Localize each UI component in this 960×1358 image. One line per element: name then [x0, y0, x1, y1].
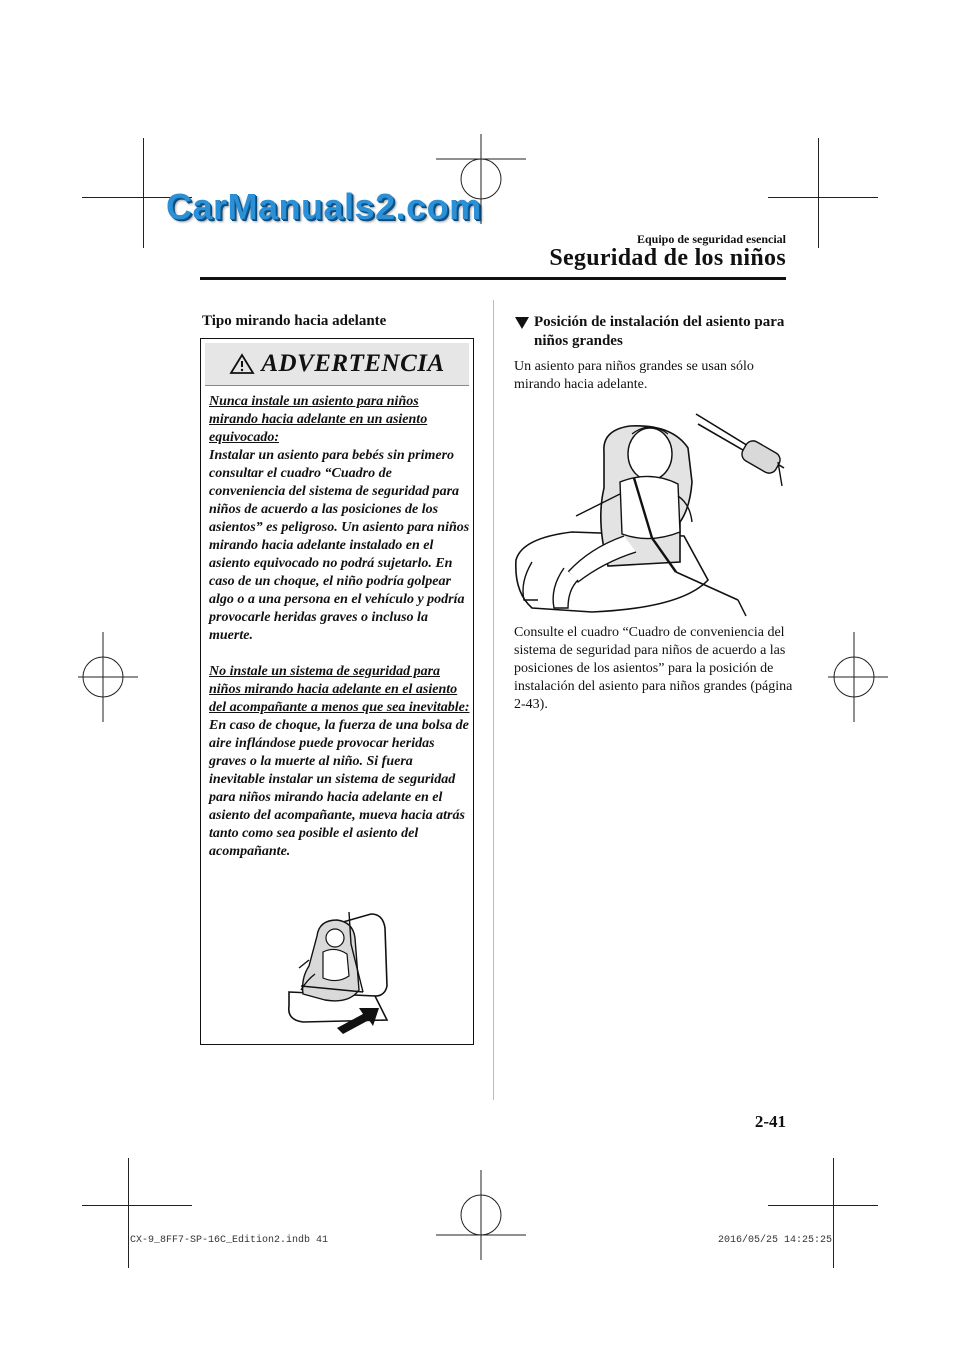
warning-heading-1: Nunca instale un asiento para niños mirando hacia adelante en un asiento equivocado:: [209, 394, 428, 445]
page-number: 2-41: [754, 1112, 786, 1131]
child-seat-rear-illustration: [279, 904, 403, 1036]
warning-paragraph-1: [209, 393, 471, 645]
warning-header: [205, 343, 469, 386]
warning-triangle-icon: [229, 353, 255, 375]
section-subtitle: Equipo de seguridad esencial: [636, 232, 786, 246]
warning-text-2: En caso de choque, la fuerza de una bolsa de aire inflándose puede provocar heridas graves o la muerte al niño. Si fuera inevitable instalar un sistema de seguridad para niños mirando hacia adelante en el asiento del acompañante, mueva hacia atrás tanto como sea posible el asiento del acompañante.: [209, 718, 469, 859]
print-timestamp: 2016/05/25 14:25:25: [718, 1235, 833, 1246]
registration-mark-bottom: [436, 1170, 526, 1260]
intro-paragraph: Un asiento para niños grandes se usan sólo mirando hacia adelante.: [514, 359, 754, 392]
warning-body: [209, 393, 471, 861]
print-file-name: CX-9_8FF7-SP-16C_Edition2.indb 41: [130, 1235, 329, 1246]
section-heading-text: Posición de instalación del asiento para niños grandes: [534, 314, 785, 349]
column-divider: [493, 300, 494, 1100]
registration-mark-right: [828, 632, 888, 722]
warning-label: ADVERTENCIA: [261, 350, 445, 377]
page-title: Seguridad de los niños: [549, 245, 786, 271]
left-section-title: Tipo mirando hacia adelante: [202, 313, 387, 329]
warning-heading-2: No instale un sistema de seguridad para niños mirando hacia adelante en el asiento del acompañante a menos que sea inevitable:: [209, 664, 470, 715]
warning-text-1: Instalar un asiento para bebés sin primero consultar el cuadro “Cuadro de conveniencia del sistema de seguridad para niños de acuerdo a las posiciones de los asientos” es peligroso. Un asiento para niños mirando hacia adelante instalado en el asiento equivocado no podrá sujetarlo. En caso de un choque, el niño podría golpear algo o a una persona en el vehículo y podría provocarle heridas graves o incluso la muerte.: [209, 448, 470, 643]
watermark-logo[interactable]: CarManuals2.com: [166, 186, 482, 227]
header-rule: [200, 277, 786, 280]
reference-paragraph: Consulte el cuadro “Cuadro de conveniencia del sistema de seguridad para niños de acuerdo a las posiciones de los asientos” para la posición de instalación del asiento para niños grandes (página 2-43).: [514, 625, 793, 712]
booster-seat-illustration: [512, 412, 788, 622]
registration-mark-left: [78, 632, 168, 722]
warning-box: [200, 338, 474, 1045]
section-heading: [514, 313, 794, 351]
triangle-down-icon: [514, 316, 530, 330]
warning-paragraph-2: [209, 663, 471, 861]
